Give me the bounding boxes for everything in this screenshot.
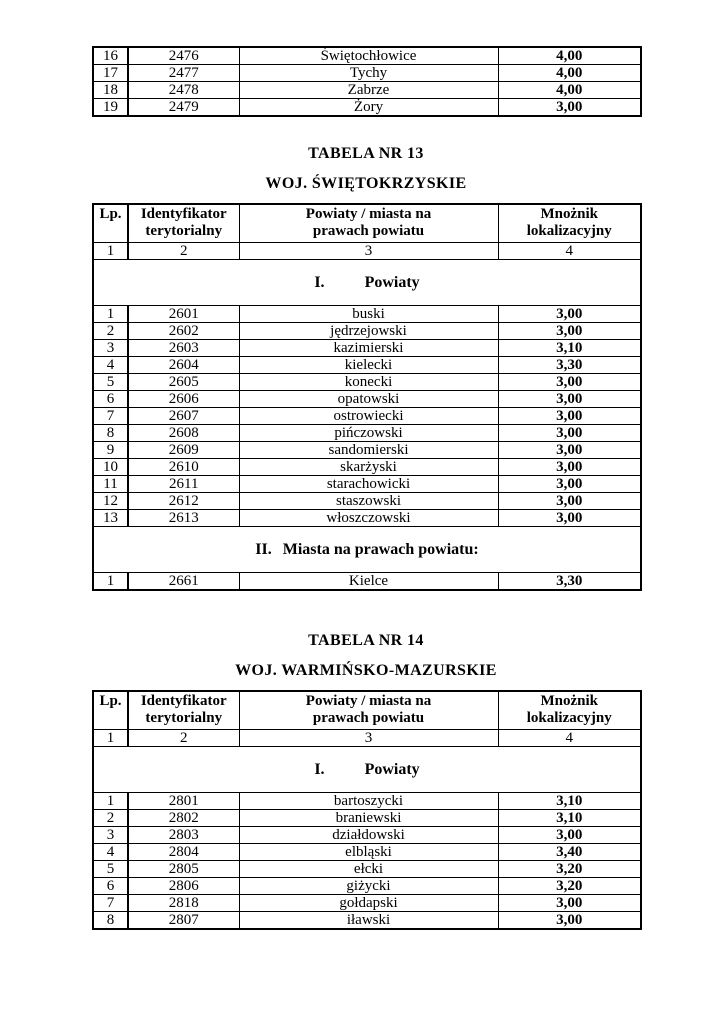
table-cell: 3,00 (498, 374, 641, 391)
column-number: 3 (239, 243, 498, 260)
section-label: Miasta na prawach powiatu: (282, 540, 479, 558)
table-cell: 4,00 (498, 47, 641, 65)
header-text-line: terytorialny (145, 223, 223, 239)
table14-subtitle: WOJ. WARMIŃSKO-MAZURSKIE (235, 662, 497, 679)
table-cell: 3,00 (498, 442, 641, 459)
table-cell: 2604 (128, 357, 239, 374)
table-cell: gołdapski (239, 895, 498, 912)
table-cell: 9 (93, 442, 128, 459)
table-cell: 2605 (128, 374, 239, 391)
section-label: Powiaty (364, 273, 420, 291)
col-header-powiaty (239, 691, 498, 730)
table13-subtitle: WOJ. ŚWIĘTOKRZYSKIE (265, 175, 467, 192)
table-cell: 3,40 (498, 844, 641, 861)
table-cell: działdowski (239, 827, 498, 844)
table-cell: 2602 (128, 323, 239, 340)
table-cell: 12 (93, 493, 128, 510)
table13 (92, 203, 642, 591)
table-cell: 18 (93, 82, 128, 99)
table-cell: 3,20 (498, 878, 641, 895)
table-cell: 6 (93, 878, 128, 895)
table-cell: Tychy (239, 65, 498, 82)
table-cell: 2479 (128, 99, 239, 117)
table-cell: 2 (93, 323, 128, 340)
table-cell: ełcki (239, 861, 498, 878)
table-cell: elbląski (239, 844, 498, 861)
header-row (93, 204, 641, 243)
table14 (92, 690, 642, 930)
section-number: II. (255, 540, 272, 558)
table-row (93, 912, 641, 930)
table-row (93, 493, 641, 510)
table-row (93, 47, 641, 65)
header-text-line: Identyfikator (140, 693, 227, 709)
table-cell: skarżyski (239, 459, 498, 476)
table-cell: 3,00 (498, 493, 641, 510)
document-page-content (92, 0, 640, 930)
table-cell: 3,00 (498, 306, 641, 323)
table-cell: 3,00 (498, 510, 641, 527)
table-cell: 2476 (128, 47, 239, 65)
table-cell: konecki (239, 374, 498, 391)
table-cell: 7 (93, 408, 128, 425)
section-label: Powiaty (364, 760, 420, 778)
table-cell: sandomierski (239, 442, 498, 459)
table-cell: 2610 (128, 459, 239, 476)
table-cell: 7 (93, 895, 128, 912)
section-heading (93, 260, 641, 306)
table-row (93, 573, 641, 591)
table-cell: pińczowski (239, 425, 498, 442)
table-cell: staszowski (239, 493, 498, 510)
table-cell: 3,30 (498, 357, 641, 374)
table-row (93, 65, 641, 82)
table-cell: 3,00 (498, 895, 641, 912)
table-cell: 3,10 (498, 810, 641, 827)
table-row (93, 844, 641, 861)
col-header-mnoznik (498, 204, 641, 243)
table-row (93, 99, 641, 117)
table-cell: 2613 (128, 510, 239, 527)
header-text-line: Lp. (99, 206, 122, 222)
header-text-line: Mnożnik (540, 693, 598, 709)
header-text-line: Powiaty / miasta na (305, 206, 432, 222)
table-row (93, 306, 641, 323)
table14-title: TABELA NR 14 (308, 632, 424, 649)
header-text-line: lokalizacyjny (526, 710, 612, 726)
table-cell: 2478 (128, 82, 239, 99)
table13-header (93, 204, 641, 260)
table-cell: 2818 (128, 895, 239, 912)
header-text-line: prawach powiatu (312, 223, 425, 239)
header-text-line: Powiaty / miasta na (305, 693, 432, 709)
table-cell: 8 (93, 912, 128, 930)
section-number: I. (314, 760, 325, 778)
header-text-line: Mnożnik (540, 206, 598, 222)
table-row (93, 82, 641, 99)
header-text-line: prawach powiatu (312, 710, 425, 726)
table-cell: braniewski (239, 810, 498, 827)
table-cell: 3,20 (498, 861, 641, 878)
table-row (93, 827, 641, 844)
table-row (93, 391, 641, 408)
table-cell: 3,00 (498, 476, 641, 493)
col-header-lp (93, 204, 128, 243)
table-cell: 5 (93, 861, 128, 878)
table-row (93, 442, 641, 459)
table-row (93, 510, 641, 527)
section-heading-row (93, 527, 641, 573)
table-cell: 4,00 (498, 65, 641, 82)
table-cell: 17 (93, 65, 128, 82)
table-cell: 2804 (128, 844, 239, 861)
table-row (93, 793, 641, 810)
col-header-identyfikator (128, 691, 239, 730)
table-cell: Świętochłowice (239, 47, 498, 65)
table-cell: iławski (239, 912, 498, 930)
table-row (93, 878, 641, 895)
table-row (93, 895, 641, 912)
section-heading (93, 747, 641, 793)
table-cell: 2 (93, 810, 128, 827)
table-cell: 2805 (128, 861, 239, 878)
table-cell: 3,00 (498, 99, 641, 117)
table-cell: kazimierski (239, 340, 498, 357)
table-row (93, 476, 641, 493)
header-text-line: Identyfikator (140, 206, 227, 222)
table13-powiaty-body (93, 306, 641, 527)
header-text-line: Lp. (99, 693, 122, 709)
column-number: 4 (498, 243, 641, 260)
section-number: I. (314, 273, 325, 291)
table14-section1 (93, 747, 641, 793)
table-cell: 2609 (128, 442, 239, 459)
col-header-mnoznik (498, 691, 641, 730)
table-cell: 2477 (128, 65, 239, 82)
table13-section2 (93, 527, 641, 573)
table-cell: 5 (93, 374, 128, 391)
table-cell: bartoszycki (239, 793, 498, 810)
table-row (93, 810, 641, 827)
table-cell: 3,00 (498, 827, 641, 844)
table-cell: 19 (93, 99, 128, 117)
table-cell: 11 (93, 476, 128, 493)
table-cell: 3,00 (498, 425, 641, 442)
table-cell: 16 (93, 47, 128, 65)
table-cell: 3,10 (498, 793, 641, 810)
table-cell: 2661 (128, 573, 239, 591)
continuation-table-body (93, 47, 641, 116)
table-row (93, 459, 641, 476)
column-number-row (93, 730, 641, 747)
header-text-line: lokalizacyjny (526, 223, 612, 239)
table-cell: włoszczowski (239, 510, 498, 527)
column-number: 4 (498, 730, 641, 747)
table-cell: Zabrze (239, 82, 498, 99)
table-cell: 2603 (128, 340, 239, 357)
table-cell: 8 (93, 425, 128, 442)
table-cell: Żory (239, 99, 498, 117)
table-cell: ostrowiecki (239, 408, 498, 425)
table-cell: 1 (93, 573, 128, 591)
table-cell: 4,00 (498, 82, 641, 99)
table-row (93, 357, 641, 374)
table-cell: 2801 (128, 793, 239, 810)
table-cell: 2612 (128, 493, 239, 510)
column-number: 3 (239, 730, 498, 747)
table-row (93, 323, 641, 340)
table-cell: 1 (93, 793, 128, 810)
table-cell: 2803 (128, 827, 239, 844)
table-cell: starachowicki (239, 476, 498, 493)
table-cell: opatowski (239, 391, 498, 408)
table13-miasta-body (93, 573, 641, 591)
section-heading-row (93, 260, 641, 306)
column-number: 1 (93, 730, 128, 747)
table14-powiaty-body (93, 793, 641, 930)
table-cell: 3,00 (498, 912, 641, 930)
table-cell: 2611 (128, 476, 239, 493)
table-cell: 6 (93, 391, 128, 408)
table-cell: 1 (93, 306, 128, 323)
table-cell: buski (239, 306, 498, 323)
table-row (93, 374, 641, 391)
col-header-powiaty (239, 204, 498, 243)
table-row (93, 861, 641, 878)
column-number: 1 (93, 243, 128, 260)
table-cell: 3,00 (498, 459, 641, 476)
section-heading (93, 527, 641, 573)
table13-section1 (93, 260, 641, 306)
col-header-lp (93, 691, 128, 730)
table-cell: 3,30 (498, 573, 641, 591)
table-cell: jędrzejowski (239, 323, 498, 340)
table-row (93, 425, 641, 442)
continuation-table (92, 46, 642, 117)
table-cell: 2607 (128, 408, 239, 425)
column-number: 2 (128, 730, 239, 747)
table-cell: 3,00 (498, 323, 641, 340)
table-cell: 13 (93, 510, 128, 527)
table-cell: 4 (93, 357, 128, 374)
table-cell: Kielce (239, 573, 498, 591)
table-cell: 3,00 (498, 391, 641, 408)
table-cell: 2606 (128, 391, 239, 408)
table-cell: kielecki (239, 357, 498, 374)
section-heading-row (93, 747, 641, 793)
column-number-row (93, 243, 641, 260)
column-number: 2 (128, 243, 239, 260)
table-cell: 3 (93, 827, 128, 844)
table-row (93, 340, 641, 357)
table13-title: TABELA NR 13 (308, 145, 424, 162)
col-header-identyfikator (128, 204, 239, 243)
table-cell: 4 (93, 844, 128, 861)
table-cell: 2807 (128, 912, 239, 930)
header-row (93, 691, 641, 730)
table-cell: 2601 (128, 306, 239, 323)
table-cell: 3,00 (498, 408, 641, 425)
table-row (93, 408, 641, 425)
table-cell: 2608 (128, 425, 239, 442)
table-cell: 3,10 (498, 340, 641, 357)
table-cell: 10 (93, 459, 128, 476)
table14-header (93, 691, 641, 747)
table-cell: 3 (93, 340, 128, 357)
table-cell: giżycki (239, 878, 498, 895)
header-text-line: terytorialny (145, 710, 223, 726)
table-cell: 2802 (128, 810, 239, 827)
table-cell: 2806 (128, 878, 239, 895)
